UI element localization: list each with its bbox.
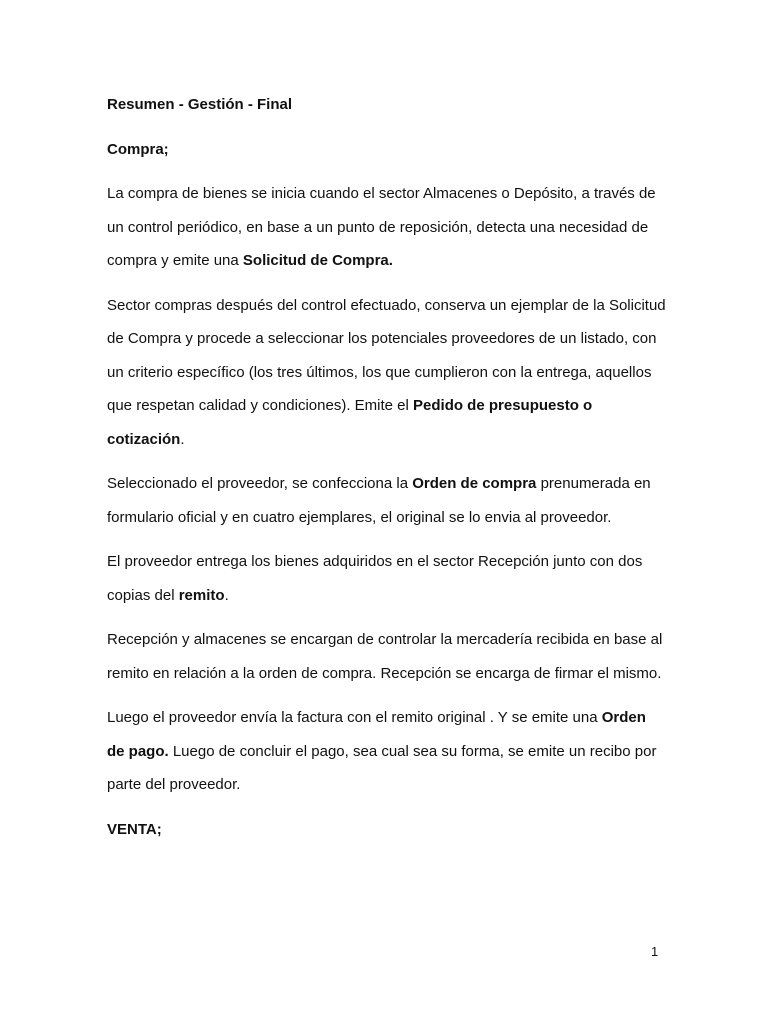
paragraph-remito	[107, 545, 667, 612]
paragraph-text: .	[180, 430, 185, 448]
paragraph-orden-de-compra	[107, 467, 667, 534]
bold-term-orden-de-compra: Orden de compra	[412, 475, 537, 492]
paragraph-text: La compra de bienes se inicia cuando el sector Almacenes o Depósito, a través de un control periódico, en base a un punto de reposición, detecta una necesidad de compra y emite una	[107, 185, 656, 269]
paragraph-orden-de-pago	[107, 701, 667, 802]
paragraph-solicitud	[107, 177, 667, 278]
bold-term-solicitud-de-compra: Solicitud de Compra.	[242, 252, 393, 269]
document-title: Resumen - Gestión - Final	[107, 96, 293, 113]
paragraph-text: Recepción y almacenes se encargan de controlar la mercadería recibida en base al remito en relación a la orden de compra. Recepción se encarga de firmar el mismo.	[107, 631, 663, 682]
section-heading-compra: Compra;	[107, 140, 169, 158]
bold-term-pedido-de-presupuesto: Pedido de presupuesto o cotización	[107, 397, 593, 448]
paragraph-text: El proveedor entrega los bienes adquiridos en el sector Recepción junto con dos copias del	[107, 553, 643, 604]
page-number: 1	[651, 944, 659, 959]
paragraph-recepcion	[107, 623, 667, 690]
paragraph-sector-compras	[107, 289, 667, 457]
paragraph-text: Luego de concluir el pago, sea cual sea su forma, se emite un recibo por parte del proveedor.	[107, 742, 657, 793]
bold-term-remito: remito	[178, 586, 225, 604]
paragraph-text: .	[224, 586, 229, 604]
paragraph-text: prenumerada en formulario oficial y en cuatro ejemplares, el original se lo envia al proveedor.	[107, 475, 651, 526]
paragraph-text: Seleccionado el proveedor, se confecciona la	[107, 475, 413, 492]
paragraph-text: Luego el proveedor envía la factura con el remito original . Y se emite una	[107, 709, 602, 726]
paragraph-text: Sector compras después del control efectuado, conserva un ejemplar de la Solicitud de Compra y procede a seleccionar los potenciales proveedores de un listado, con un criterio específico (los tres últimos, los que cumplieron con la entrega, aquellos que respetan calidad y condiciones). Emite el	[107, 296, 666, 414]
document-body	[107, 88, 667, 857]
bold-term-orden-de-pago: Orden de pago.	[107, 709, 646, 760]
section-heading-venta: VENTA;	[107, 820, 162, 838]
